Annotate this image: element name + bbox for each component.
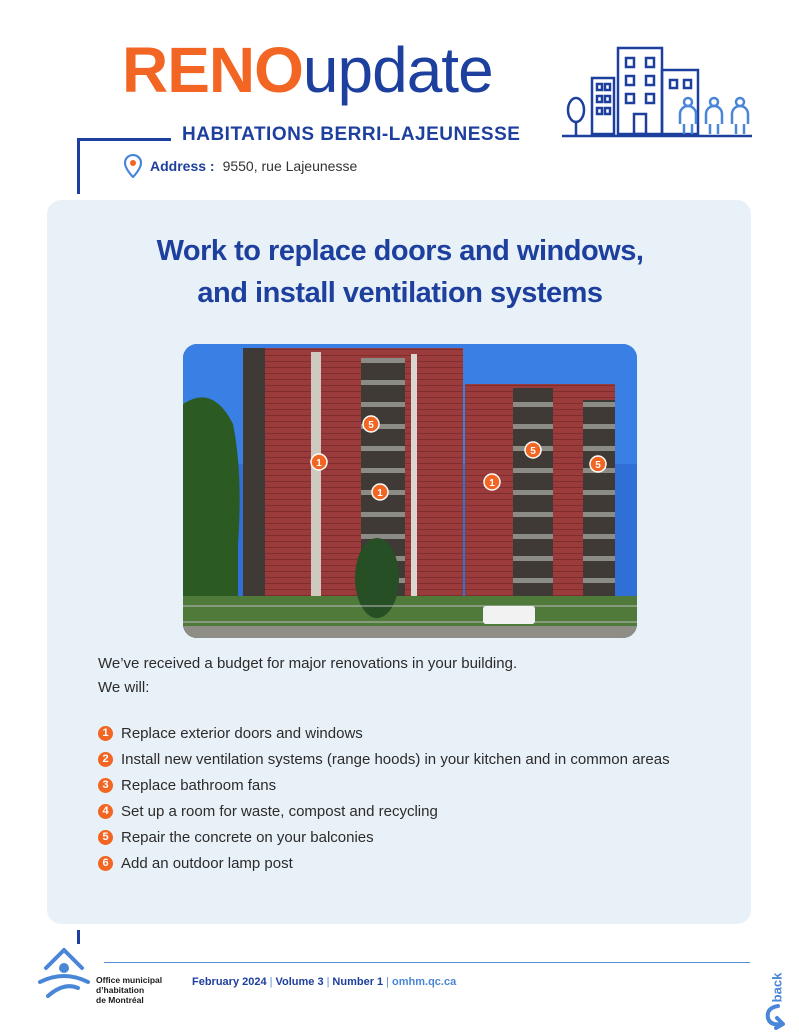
address-label: Address : [150,158,215,174]
item-number-badge: 2 [98,752,113,767]
item-number-badge: 1 [98,726,113,741]
item-text: Replace exterior doors and windows [121,724,363,742]
omhm-logo-icon [34,944,94,1004]
back-button[interactable] [762,966,792,1006]
location-pin-icon [124,154,142,178]
headline-line-1: Work to replace doors and windows, [156,235,644,267]
brand-update: update [302,34,493,106]
photo-marker-label: 1 [316,458,322,469]
header-rule [77,138,171,141]
photo-marker-label: 1 [377,488,383,499]
item-number-badge: 3 [98,778,113,793]
work-list [98,720,758,876]
intro-text [98,652,738,700]
item-number-badge: 4 [98,804,113,819]
issue-info [192,976,456,988]
header-rule-vertical [77,138,80,194]
list-item [98,720,758,746]
photo-marker-label: 1 [489,478,495,489]
separator: | [326,976,330,988]
list-item [98,798,758,824]
issue-volume: Volume 3 [275,976,324,988]
list-item [98,772,758,798]
photo-marker-label: 5 [595,460,601,471]
list-item [98,850,758,876]
address [124,152,357,180]
website-link[interactable]: omhm.qc.ca [392,976,457,988]
organization-name [96,975,162,1005]
list-item [98,824,758,850]
item-text: Set up a room for waste, compost and recycling [121,802,438,820]
headline-line-2: and install ventilation systems [197,277,603,309]
item-text: Repair the concrete on your balconies [121,828,374,846]
list-item [98,746,758,772]
building-name: HABITATIONS BERRI-LAJEUNESSE [182,124,521,145]
item-number-badge: 6 [98,856,113,871]
org-line-2: d’habitation [96,985,145,995]
org-line-1: Office municipal [96,975,163,985]
item-text: Install new ventilation systems (range hoods) in your kitchen and in common areas [121,750,670,768]
footer-rule-vertical [77,930,80,944]
separator: | [386,976,390,988]
article-headline [100,230,700,314]
building-photo [183,344,637,638]
back-label: back [769,972,785,1003]
item-text: Add an outdoor lamp post [121,854,293,872]
item-number-badge: 5 [98,830,113,845]
footer-divider [104,962,750,963]
photo-marker-label: 5 [368,420,374,431]
photo-marker-label: 5 [530,446,536,457]
separator: | [269,976,273,988]
address-value: 9550, rue Lajeunesse [222,158,358,174]
intro-line-1: We’ve received a budget for major renovations in your building. [98,655,518,672]
issue-date: February 2024 [192,976,267,988]
issue-number: Number 1 [332,976,384,988]
back-arrow-icon[interactable] [760,1004,788,1030]
buildings-and-people-icon [562,44,757,140]
item-text: Replace bathroom fans [121,776,277,794]
intro-line-2: We will: [98,679,150,696]
org-line-3: de Montréal [96,995,144,1005]
reno-update-logo [122,30,493,110]
brand-reno: RENO [122,34,303,106]
